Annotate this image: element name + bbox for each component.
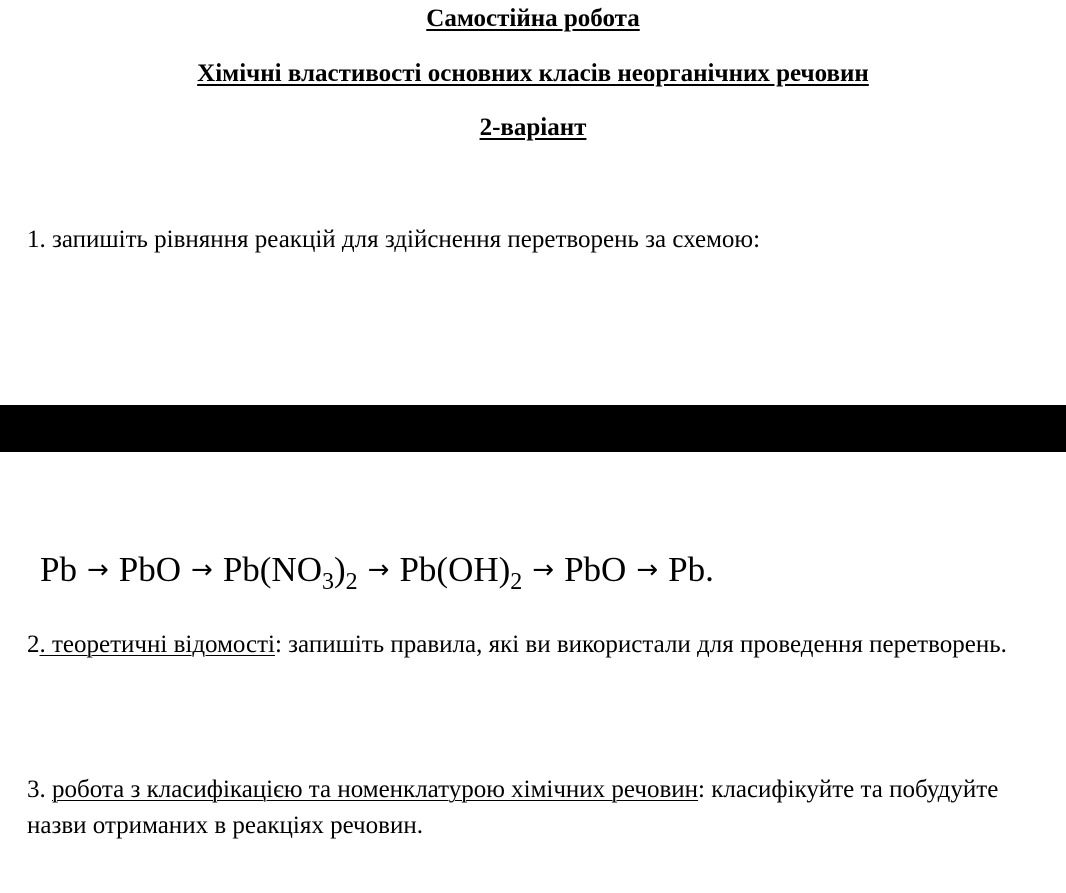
- scheme-substance-1: Pb: [40, 550, 77, 589]
- arrow-icon: →: [367, 555, 390, 585]
- task-1-text: 1. запишіть рівняння реакцій для здійснення перетворень за схемою:: [27, 226, 761, 253]
- task-2-text: [27, 627, 1057, 663]
- scheme-substance-4: $Pb(OH)_2$: [399, 550, 523, 595]
- arrow-icon: →: [191, 555, 213, 585]
- variant-label: 2-варіант: [479, 114, 587, 141]
- scheme-substance-3: $Pb(NO_3)_2$: [222, 550, 358, 595]
- document-title: Самостійна робота: [426, 5, 640, 32]
- task-3-heading: робота з класифікацією та номенклатурою хімічних речовин: [52, 776, 699, 803]
- arrow-icon: →: [86, 555, 109, 585]
- scheme-substance-2: PbO: [118, 550, 182, 589]
- arrow-icon: →: [636, 555, 659, 585]
- scheme-substance-6: Pb.: [668, 550, 714, 589]
- arrow-icon: →: [532, 555, 555, 585]
- reaction-scheme: [40, 546, 714, 597]
- task-2-body: : запишіть правила, які ви використали для проведення перетворень.: [274, 631, 1007, 658]
- scheme-substance-5: PbO: [564, 550, 627, 589]
- task-2-heading: . теоретичні відомості: [39, 631, 275, 658]
- redaction-bar: [0, 405, 1066, 452]
- task-3-body: : класифікуйте та побудуйте назви отриманих в реакціях речовин.: [27, 776, 999, 839]
- task-3-text: [27, 772, 1057, 844]
- topic-title: Хімічні властивості основних класів неорганічних речовин: [197, 60, 869, 87]
- task-2-number: 2: [27, 631, 40, 658]
- task-3-number: 3.: [27, 776, 52, 803]
